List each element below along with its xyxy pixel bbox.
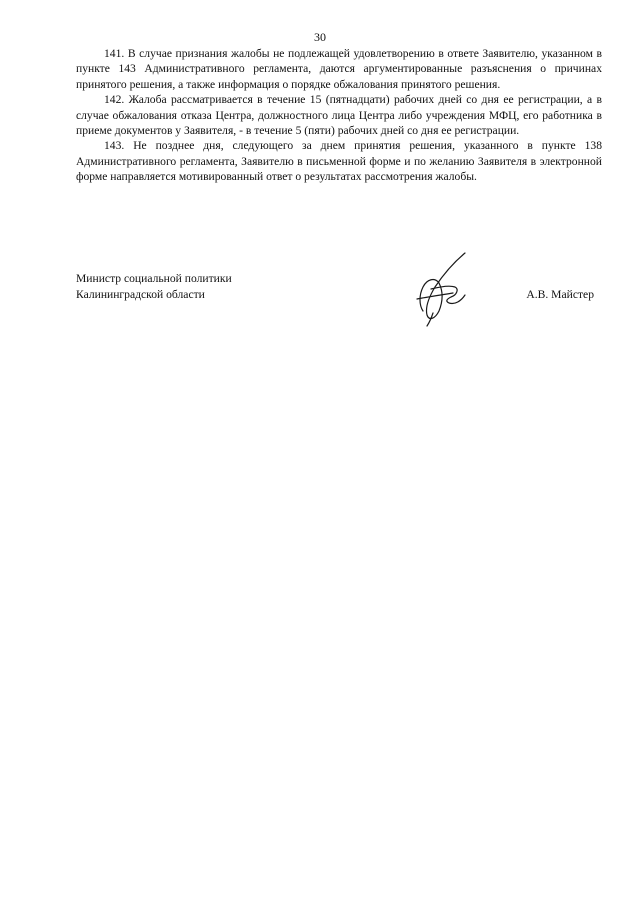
signer-name: А.В. Майстер <box>526 288 594 301</box>
handwritten-signature <box>403 249 483 327</box>
paragraph-142: 142. Жалоба рассматривается в течение 15 (пятнадцати) рабочих дней со дня ее регистрации, а в случае обжалования отказа Центра, должностного лица Центра либо учреждения МФЦ, его работника в приеме документов у Заявителя, - в течение 5 (пяти) рабочих дней со дня ее регистрации. <box>76 93 602 138</box>
paragraph-141: 141. В случае признания жалобы не подлежащей удовлетворению в ответе Заявителю, указанном в пункте 143 Административного регламента, даются аргументированные разъяснения о причинах принятого решения, а также информация о порядке обжалования принятого решения. <box>76 47 602 91</box>
paragraph-143: 143. Не позднее дня, следующего за днем принятия решения, указанного в пункте 138 Административного регламента, Заявителю в письменной форме и по желанию Заявителя в электронной форме направляется мотивированный ответ о результатах рассмотрения жалобы. <box>76 139 602 184</box>
signature-block <box>76 271 602 331</box>
document-body <box>76 46 602 185</box>
signer-title-line2: Калининградской области <box>76 288 205 301</box>
signer-title-line1: Министр социальной политики <box>76 272 232 285</box>
page-number: 30 <box>314 30 326 44</box>
signer-title <box>76 271 232 303</box>
